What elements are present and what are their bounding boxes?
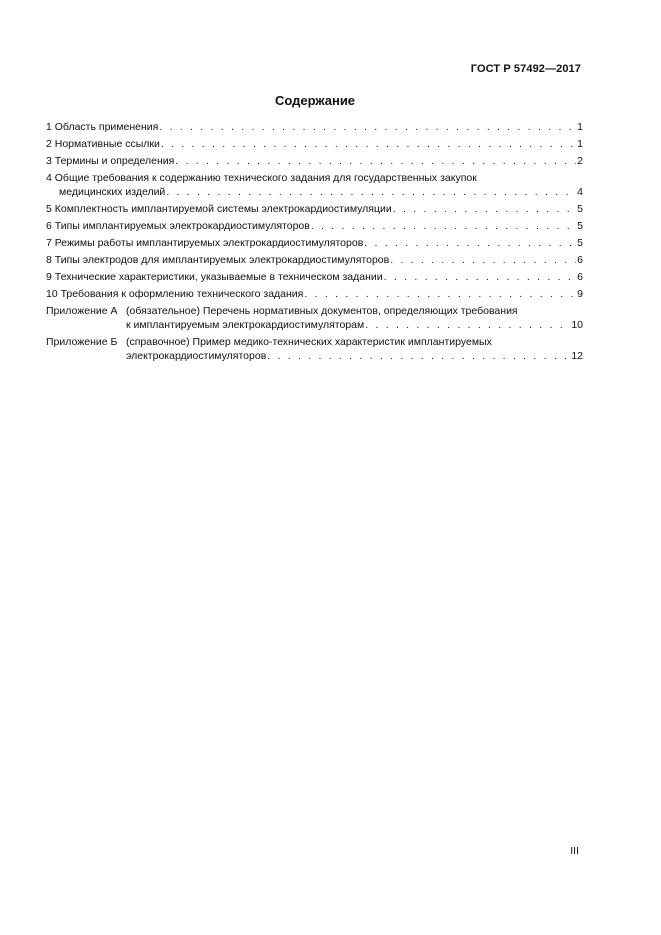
toc-title: Содержание <box>274 93 356 108</box>
toc-entry-page: 6 <box>577 254 583 266</box>
appendix-text: (справочное) Пример медико-технических характеристик имплантируемых <box>126 336 492 348</box>
toc-entry-text: 2 Нормативные ссылки <box>46 138 160 150</box>
toc-entry-page: 1 <box>577 121 583 133</box>
toc-entry-7[interactable] <box>46 236 583 250</box>
standard-code: ГОСТ Р 57492—2017 <box>470 63 581 75</box>
dot-leader <box>161 137 576 151</box>
appendix-label: Приложение Б <box>46 336 118 348</box>
toc-entry-page: 1 <box>577 138 583 150</box>
toc-entry-1[interactable] <box>46 120 583 134</box>
toc-appendix-b[interactable] <box>46 335 583 363</box>
toc-entry-8[interactable] <box>46 253 583 267</box>
dot-leader <box>304 287 576 301</box>
dot-leader <box>159 120 576 134</box>
toc-entry-page: 6 <box>577 271 583 283</box>
dot-leader <box>384 270 577 284</box>
toc-entry-page: 2 <box>577 155 583 167</box>
toc-entry-text: 9 Технические характеристики, указываемые в техническом задании <box>46 271 383 283</box>
toc-entry-text: 5 Комплектность имплантируемой системы электрокардиостимуляции <box>46 203 392 215</box>
toc-entry-text: 1 Область применения <box>46 121 159 133</box>
toc-entry-text: 8 Типы электродов для имплантируемых электрокардиостимуляторов <box>46 254 390 266</box>
appendix-page: 10 <box>571 319 583 331</box>
toc-entry-page: 5 <box>577 203 583 215</box>
dot-leader <box>311 219 576 233</box>
toc-entry-2[interactable] <box>46 137 583 151</box>
toc-entry-3[interactable] <box>46 154 583 168</box>
toc-entry-text: 3 Термины и определения <box>46 155 175 167</box>
toc-appendix-a[interactable] <box>46 304 583 332</box>
toc-entry-page: 4 <box>577 186 583 198</box>
toc-entry-text: 7 Режимы работы имплантируемых электрокардиостимуляторов <box>46 237 364 249</box>
dot-leader <box>166 185 576 199</box>
toc-entry-continuation <box>46 185 583 199</box>
table-of-contents <box>46 120 583 366</box>
appendix-text-cont: электрокардиостимуляторов <box>126 350 267 362</box>
toc-entry-9[interactable] <box>46 270 583 284</box>
appendix-text-cont: к имплантируемым электрокардиостимуляторам <box>126 319 365 331</box>
appendix-text: (обязательное) Перечень нормативных документов, определяющих требования <box>126 305 518 317</box>
dot-leader <box>365 318 570 332</box>
appendix-continuation <box>46 349 583 363</box>
dot-leader <box>393 202 576 216</box>
toc-entry-page: 5 <box>577 220 583 232</box>
page-number: III <box>570 845 579 857</box>
toc-entry-5[interactable] <box>46 202 583 216</box>
dot-leader <box>267 349 570 363</box>
toc-entry-10[interactable] <box>46 287 583 301</box>
dot-leader <box>390 253 576 267</box>
toc-entry-page: 9 <box>577 288 583 300</box>
toc-entry-6[interactable] <box>46 219 583 233</box>
appendix-continuation <box>46 318 583 332</box>
toc-entry-page: 5 <box>577 237 583 249</box>
toc-entry-4[interactable] <box>46 171 583 199</box>
dot-leader <box>175 154 576 168</box>
appendix-page: 12 <box>571 350 583 362</box>
toc-entry-text-cont: медицинских изделий <box>59 186 166 198</box>
toc-entry-text: 10 Требования к оформлению технического задания <box>46 288 304 300</box>
toc-entry-text: 4 Общие требования к содержанию технического задания для государственных закупок <box>46 172 477 184</box>
dot-leader <box>364 236 576 250</box>
toc-entry-text: 6 Типы имплантируемых электрокардиостимуляторов <box>46 220 310 232</box>
appendix-label: Приложение А <box>46 305 118 317</box>
